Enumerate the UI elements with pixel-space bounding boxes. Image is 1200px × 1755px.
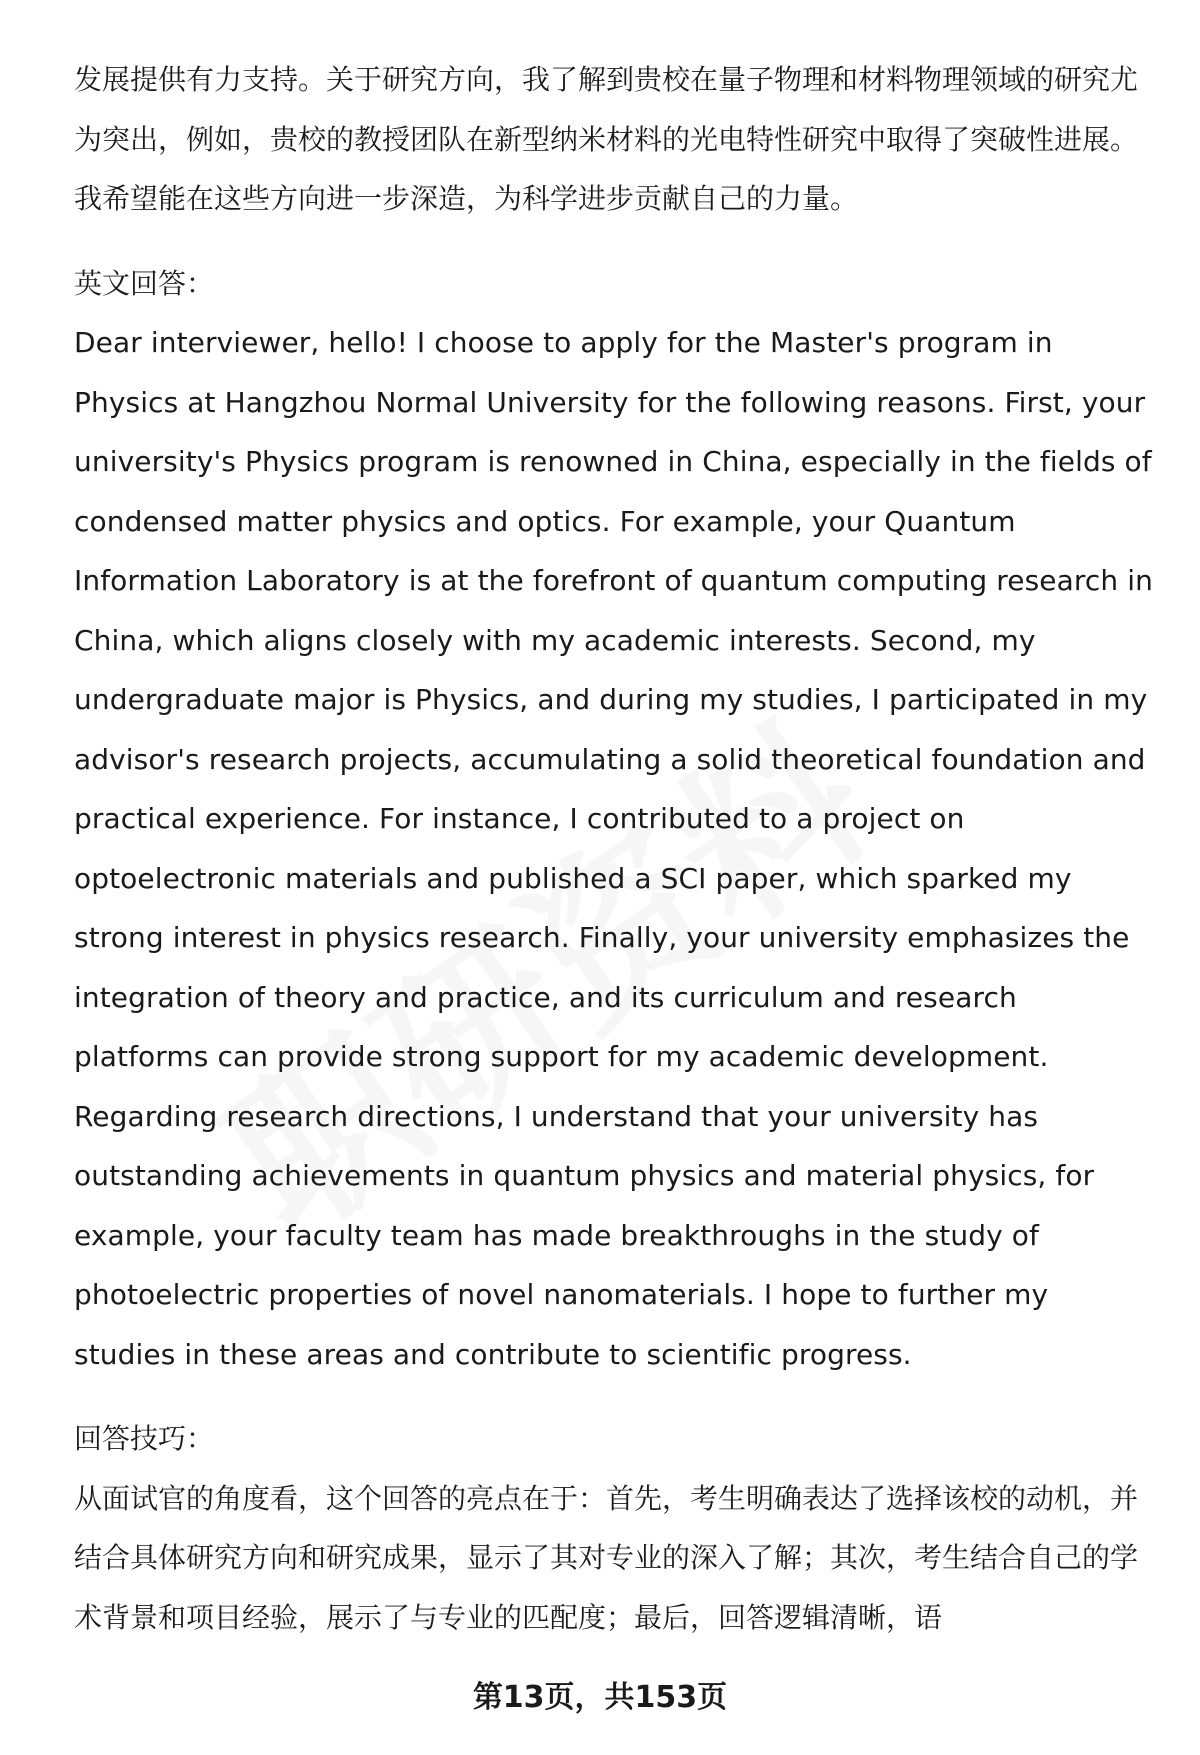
intro-tail-paragraph: 发展提供有力支持。关于研究方向，我了解到贵校在量子物理和材料物理领域的研究尤为突出，例如，贵校的教授团队在新型纳米材料的光电特性研究中取得了突破性进展。我希望能在这些方向进一步深造，为科学进步贡献自己的力量。 — [74, 63, 1139, 215]
english-answer-paragraph: Dear interviewer, hello! I choose to apply for the Master's program in Physics at Hangzhou Normal University for the following reasons. First, your university's Physics program is renowned in China, especially in the fields of condensed matter physics and optics. For example, your Quantum Information Laboratory is at the forefront of quantum computing research in China, which aligns closely with my academic interests. Second, my undergraduate major is Physics, and during my studies, I participated in my advisor's research projects, accumulating a solid theoretical foundation and practical experience. For instance, I contributed to a project on optoelectronic materials and published a SCI paper, which sparked my strong interest in physics research. Finally, your university emphasizes the integration of theory and practice, and its curriculum and research platforms can provide strong support for my academic development. Regarding research directions, I understand that your university has outstanding achievements in quantum physics and material physics, for example, your faculty team has made breakthroughs in the study of photoelectric properties of novel nanomaterials. I hope to further my studies in these areas and contribute to scientific progress. — [74, 326, 1153, 1371]
english-answer-heading: 英文回答： — [74, 266, 215, 300]
answer-tips-heading: 回答技巧： — [74, 1422, 215, 1455]
answer-tips-paragraph: 从面试官的角度看，这个回答的亮点在于：首先，考生明确表达了选择该校的动机，并结合具体研究方向和研究成果，显示了其对专业的深入了解；其次，考生结合自己的学术背景和项目经验，展示了与专业的匹配度；最后，回答逻辑清晰，语 — [74, 1481, 1139, 1634]
page-number-footer: 第13页，共153页 — [472, 1680, 728, 1715]
document-page — [74, 50, 1154, 1647]
